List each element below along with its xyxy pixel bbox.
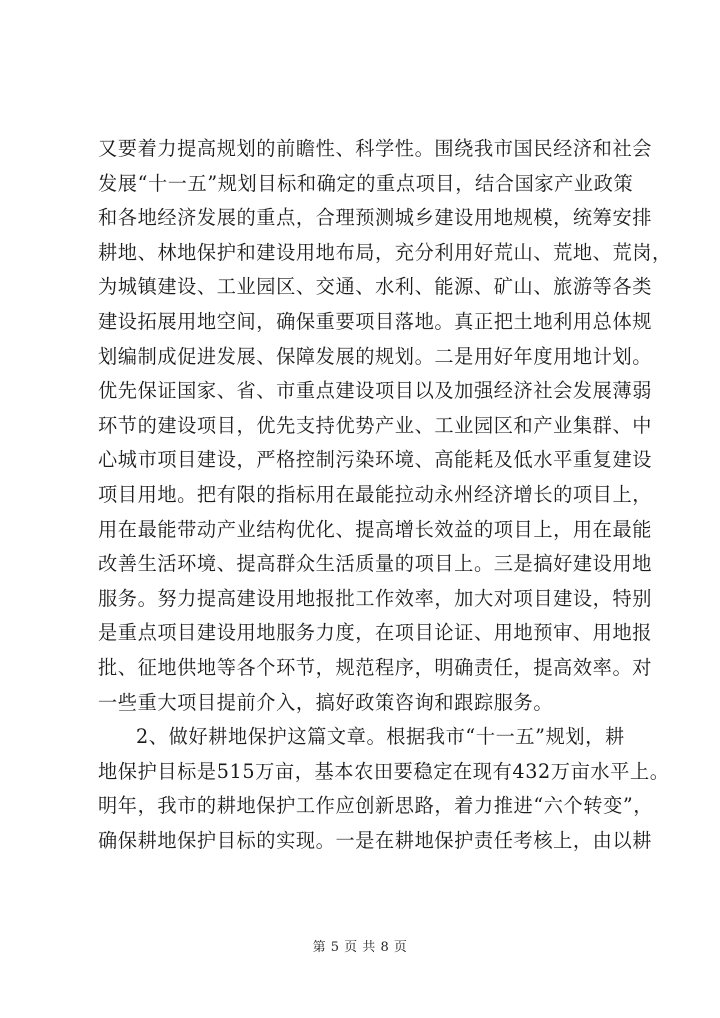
text-line: 确保耕地保护目标的实现。一是在耕地保护责任考核上，由以耕 [98,828,653,852]
text-line: 改善生活环境、提高群众生活质量的项目上。三是搞好建设用地 [98,552,653,576]
text-line: 批、征地供地等各个环节，规范程序，明确责任，提高效率。对 [98,655,653,679]
text-line: 又要着力提高规划的前瞻性、科学性。围绕我市国民经济和社会 [98,137,653,160]
text-line: 一些重大项目提前介入，搞好政策咨询和跟踪服务。 [98,690,554,714]
page-number-footer: 第 5 页 共 8 页 [312,940,408,955]
document-body [98,132,672,858]
text-line: 为城镇建设、工业园区、交通、水利、能源、矿山、旅游等各类 [98,275,653,299]
text-line: 耕地、林地保护和建设用地布局，充分利用好荒山、荒地、荒岗， [98,240,672,264]
text-line: 地保护目标是515万亩，基本农田要稳定在现有432万亩水平上。 [98,759,670,783]
text-line: 是重点项目建设用地服务力度，在项目论证、用地预审、用地报 [98,621,653,645]
text-line: 明年，我市的耕地保护工作应创新思路，着力推进“六个转变”， [98,794,654,818]
text-line: 发展“十一五”规划目标和确定的重点项目，结合国家产业政策 [98,171,634,195]
text-line: 项目用地。把有限的指标用在最能拉动永州经济增长的项目上， [98,482,653,506]
text-line: 建设拓展用地空间，确保重要项目落地。真正把土地利用总体规 [98,309,653,333]
text-line: 和各地经济发展的重点，合理预测城乡建设用地规模，统筹安排 [98,206,653,230]
text-line: 环节的建设项目，优先支持优势产业、工业园区和产业集群、中 [98,413,653,437]
text-line: 用在最能带动产业结构优化、提高增长效益的项目上，用在最能 [98,517,653,541]
text-line: 划编制成促进发展、保障发展的规划。二是用好年度用地计划。 [98,344,653,368]
text-line: 心城市项目建设，严格控制污染环境、高能耗及低水平重复建设 [98,448,653,472]
paragraph-start-line: 2、做好耕地保护这篇文章。根据我市“十一五”规划，耕 [136,725,625,749]
text-line: 服务。努力提高建设用地报批工作效率，加大对项目建设，特别 [98,586,653,610]
text-line: 优先保证国家、省、市重点建设项目以及加强经济社会发展薄弱 [98,379,653,403]
